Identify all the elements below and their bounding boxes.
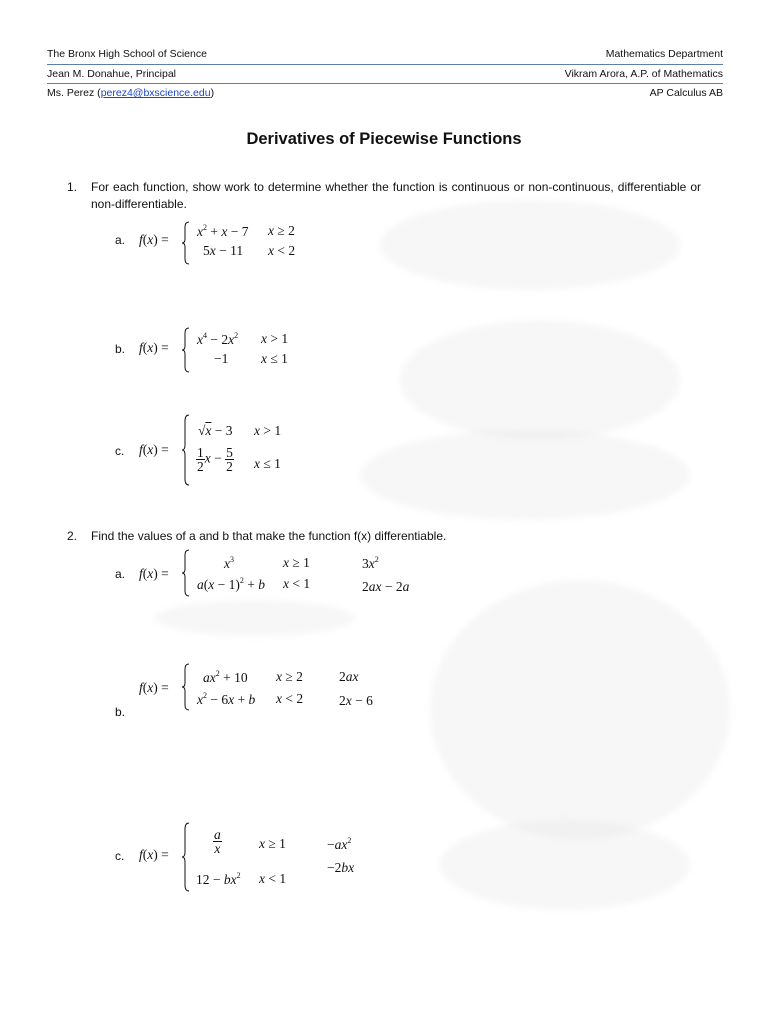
brace-icon (181, 221, 191, 265)
piece-condition: x < 2 (268, 243, 296, 258)
part-label: a. (115, 233, 126, 247)
fx-label: f(x) = (139, 566, 169, 581)
brace-icon (181, 327, 191, 373)
fx-label: f(x) = (139, 847, 169, 862)
piece-expression: $x^4 - 2x^2$ (197, 331, 239, 347)
principal-name: Jean M. Donahue, Principal (47, 68, 176, 80)
erased-smudge (380, 200, 680, 290)
derivative-piece: $3x^2$ (362, 555, 379, 571)
course-name: AP Calculus AB (649, 87, 723, 99)
page-title: Derivatives of Piecewise Functions (246, 130, 522, 148)
piece-condition: x < 1 (259, 871, 287, 886)
header-rule (47, 83, 723, 84)
erased-smudge (155, 600, 355, 636)
part-label: b. (115, 705, 126, 719)
piece-expression: −1 (214, 351, 229, 366)
piece-condition: x ≤ 1 (254, 456, 281, 471)
piece-condition: x ≥ 1 (259, 836, 286, 851)
piece-condition: x > 1 (254, 423, 282, 438)
piece-expression: 5x − 11 (203, 243, 244, 258)
question-text: For each function, show work to determine whether the function is continuous or non-continuous, differentiable or non-differentiable. (91, 180, 701, 211)
teacher-email-link[interactable]: perez4@bxscience.edu (100, 87, 211, 99)
erased-smudge (440, 820, 690, 910)
erased-smudge (430, 580, 730, 840)
erased-smudge (360, 430, 690, 520)
question-2 (67, 528, 727, 548)
school-name: The Bronx High School of Science (47, 48, 207, 60)
erased-smudge (400, 320, 680, 440)
fx-label: f(x) = (139, 442, 169, 457)
fx-label: f(x) = (139, 340, 169, 355)
piece-condition: x ≤ 1 (261, 351, 288, 366)
piece-condition: x ≥ 2 (276, 669, 303, 684)
part-label: c. (115, 849, 125, 863)
header-rule (47, 64, 723, 65)
question-number: 2. (67, 529, 78, 543)
derivative-piece: 2ax − 2a (362, 579, 410, 594)
derivative-piece: 2x − 6 (339, 693, 373, 708)
brace-icon (181, 414, 191, 486)
piece-expression: $\frac{a}{x}$ (214, 827, 221, 856)
piece-condition: x ≥ 1 (283, 555, 310, 570)
piece-condition: x > 1 (261, 331, 289, 346)
teacher-line (47, 87, 214, 99)
piece-expression: √x − 3 (198, 423, 233, 438)
department-name: Mathematics Department (605, 48, 723, 60)
brace-icon (181, 822, 191, 892)
teacher-name: Ms. Perez ( (47, 87, 101, 99)
brace-icon (181, 663, 191, 711)
piece-expression: $a(x - 1)^2 + b$ (197, 576, 265, 592)
piece-expression: $\frac{1}{2}$ x − $\frac{5}{2}$ (197, 445, 233, 474)
fx-label: f(x) = (139, 232, 169, 247)
teacher-paren: ) (210, 87, 215, 99)
piece-expression: $x^2 - 6x + b$ (197, 691, 256, 707)
part-label: b. (115, 342, 126, 356)
question-text: Find the values of a and b that make the function f(x) differentiable. (91, 529, 447, 543)
piece-condition: x ≥ 2 (268, 223, 295, 238)
derivative-piece: $-ax^2$ (327, 836, 352, 852)
derivative-piece: 2ax (339, 669, 359, 684)
fx-label: f(x) = (139, 680, 169, 695)
piece-expression: $x^3$ (224, 555, 234, 571)
part-label: a. (115, 567, 126, 581)
brace-icon (181, 549, 191, 597)
ap-name: Vikram Arora, A.P. of Mathematics (564, 68, 723, 80)
piece-expression: $12 - bx^2$ (196, 871, 241, 887)
piece-expression: $ax^2 + 10$ (203, 669, 248, 685)
piece-condition: x < 1 (283, 576, 311, 591)
piece-expression: $x^2 + x - 7$ (197, 223, 249, 239)
question-number: 1. (67, 180, 78, 194)
derivative-piece: −2bx (327, 860, 355, 875)
piece-condition: x < 2 (276, 691, 304, 706)
part-label: c. (115, 444, 125, 458)
